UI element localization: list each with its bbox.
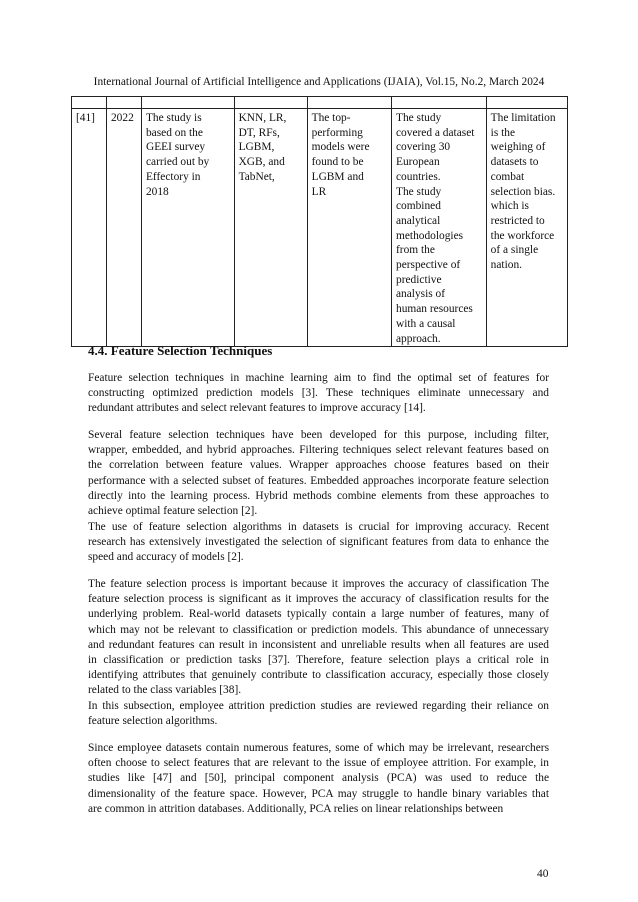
cell-line: performing: [311, 126, 363, 139]
paragraph-line: Several feature selection techniques have been developed for this purpose, including filter,: [88, 429, 549, 441]
paragraph-line: constructing optimized prediction models [3]. These techniques eliminate unnecessary and: [88, 387, 549, 400]
cell-ref: [41]: [72, 109, 107, 347]
paragraph-line: the correlation between feature values. Wrapper approaches choose features based on their: [88, 459, 549, 472]
paragraph-line: identifying attributes that genuinely contribute to classification accuracy, especially those closely: [88, 669, 549, 682]
cell-line: carried out by: [145, 156, 210, 169]
cell-line: of a single: [490, 244, 539, 257]
cell-line: found to be: [311, 156, 364, 169]
paragraph-line: redundant attributes and select relevant features to improve accuracy [14].: [88, 402, 426, 415]
cell-line: TabNet,: [238, 170, 275, 183]
cell-line: is the: [490, 126, 516, 139]
cell-line: The study: [396, 112, 442, 124]
paragraph-line: underlying problem. Real-world datasets typically contain a large number of features, many of: [88, 608, 549, 621]
cell-line: combat: [490, 170, 525, 183]
paragraph-line: performance with a selected subset of features. Embedded approaches incorporate feature selection: [88, 474, 549, 487]
paragraph-line: related to the class variables [38].: [88, 684, 242, 697]
cell-line: weighing of: [490, 141, 546, 154]
cell-line: nation.: [490, 259, 522, 272]
cell-line: The top-: [311, 112, 351, 124]
cell-line: combined: [396, 200, 441, 213]
running-header: International Journal of Artificial Intelligence and Applications (IJAIA), Vol.15, No.2, March 2024: [93, 76, 545, 88]
paragraph-4: [88, 577, 549, 699]
paragraph-line: research has extensively investigated the selection of significant features from data to enhance the: [88, 536, 549, 549]
cell-line: GEEI survey: [145, 141, 206, 154]
cell-line: covering 30: [396, 141, 451, 154]
cell-line: The study is: [145, 112, 202, 124]
cell-line: selection bias.: [490, 185, 556, 198]
cell-line: Effectory in: [145, 170, 201, 183]
cell-line: human resources: [396, 303, 473, 316]
paragraph-line: In this subsection, employee attrition prediction studies are reviewed regarding their reliance on: [88, 700, 549, 712]
section-title: 4.4. Feature Selection Techniques: [88, 343, 273, 358]
cell-line: restricted to: [490, 214, 545, 227]
cell-line: approach.: [396, 332, 441, 345]
cell-line: perspective of: [396, 259, 461, 272]
cell-line: models were: [311, 141, 370, 154]
cell-line: European: [396, 156, 440, 169]
cell-line: LR: [311, 185, 327, 198]
cell-line: the workforce: [490, 229, 555, 242]
paragraph-line: wrapper, embedded, and hybrid approaches. Filtering techniques select relevant features based on: [88, 444, 549, 457]
cell-line: which is: [490, 200, 529, 213]
paragraph-line: speed and accuracy of models [2].: [88, 551, 244, 564]
paragraph-line: which may not be relevant to classification or prediction models. This abundance of unnecessary: [88, 623, 549, 636]
cell-limitations: [486, 109, 567, 347]
cell-results: [307, 109, 391, 347]
cell-line: countries.: [396, 170, 441, 183]
paragraph-line: are common in attrition databases. Additionally, PCA relies on linear relationships between: [88, 802, 504, 815]
cell-line: DT, RFs,: [238, 126, 280, 139]
paragraph-line: in classification or prediction tasks [37]. Therefore, feature selection plays a critical role in: [88, 654, 549, 667]
paragraph-line: studies like [47] and [50], principal component analysis (PCA) was used to reduce the: [88, 772, 549, 785]
paragraph-line: Feature selection techniques in machine learning aim to find the optimal set of features for: [88, 372, 549, 384]
cell-line: analysis of: [396, 288, 446, 301]
paragraph-line: directly into the learning process. Hybrid methods combine elements from these approaches to: [88, 489, 549, 502]
cell-line: methodologies: [396, 229, 464, 242]
paragraph-2: [88, 428, 549, 519]
literature-table: [71, 96, 568, 347]
paragraph-line: feature selection algorithms.: [88, 715, 218, 728]
cell-line: with a causal: [396, 317, 456, 330]
cell-line: datasets to: [490, 156, 539, 169]
cell-line: LGBM and: [311, 170, 364, 183]
cell-line: based on the: [145, 126, 203, 139]
cell-line: The study: [396, 185, 442, 198]
page-number: 40: [537, 868, 549, 880]
paragraph-line: and redundant features can result in inconsistent and unreliable results when all features are used: [88, 638, 549, 651]
cell-line: The limitation: [490, 112, 556, 124]
cell-line: 2018: [145, 185, 169, 198]
paragraph-line: dimensionality of the feature space. However, PCA may struggle to handle binary variables that: [88, 787, 549, 800]
paragraph-line: The feature selection process is important because it improves the accuracy of classification The: [88, 578, 549, 590]
table-row: [72, 109, 568, 347]
paragraph-3: [88, 520, 549, 566]
paragraph-line: The use of feature selection algorithms in datasets is crucial for improving accuracy. Recent: [88, 521, 549, 533]
cell-line: covered a dataset: [396, 126, 475, 139]
cell-year: 2022: [106, 109, 141, 347]
paragraph-line: often choose to select features that are relevant to the issue of employee attrition. For example, in: [88, 757, 549, 770]
cell-line: from the: [396, 244, 435, 257]
paragraph-6: [88, 741, 549, 817]
cell-line: LGBM,: [238, 141, 275, 154]
cell-line: analytical: [396, 214, 441, 227]
cell-line: predictive: [396, 273, 442, 286]
cell-line: XGB, and: [238, 156, 285, 169]
paragraph-1: [88, 371, 549, 417]
paragraph-5: [88, 699, 549, 729]
cell-notes: [392, 109, 487, 347]
table-top-row: [72, 97, 568, 109]
paragraph-line: feature selection process is significant as it improves the accuracy of classification results for the: [88, 593, 549, 606]
cell-line: KNN, LR,: [238, 112, 287, 124]
paragraph-line: achieve optimal feature selection [2].: [88, 505, 258, 518]
paragraph-line: Since employee datasets contain numerous features, some of which may be irrelevant, researchers: [88, 742, 549, 754]
cell-dataset: [141, 109, 234, 347]
cell-models: [234, 109, 307, 347]
